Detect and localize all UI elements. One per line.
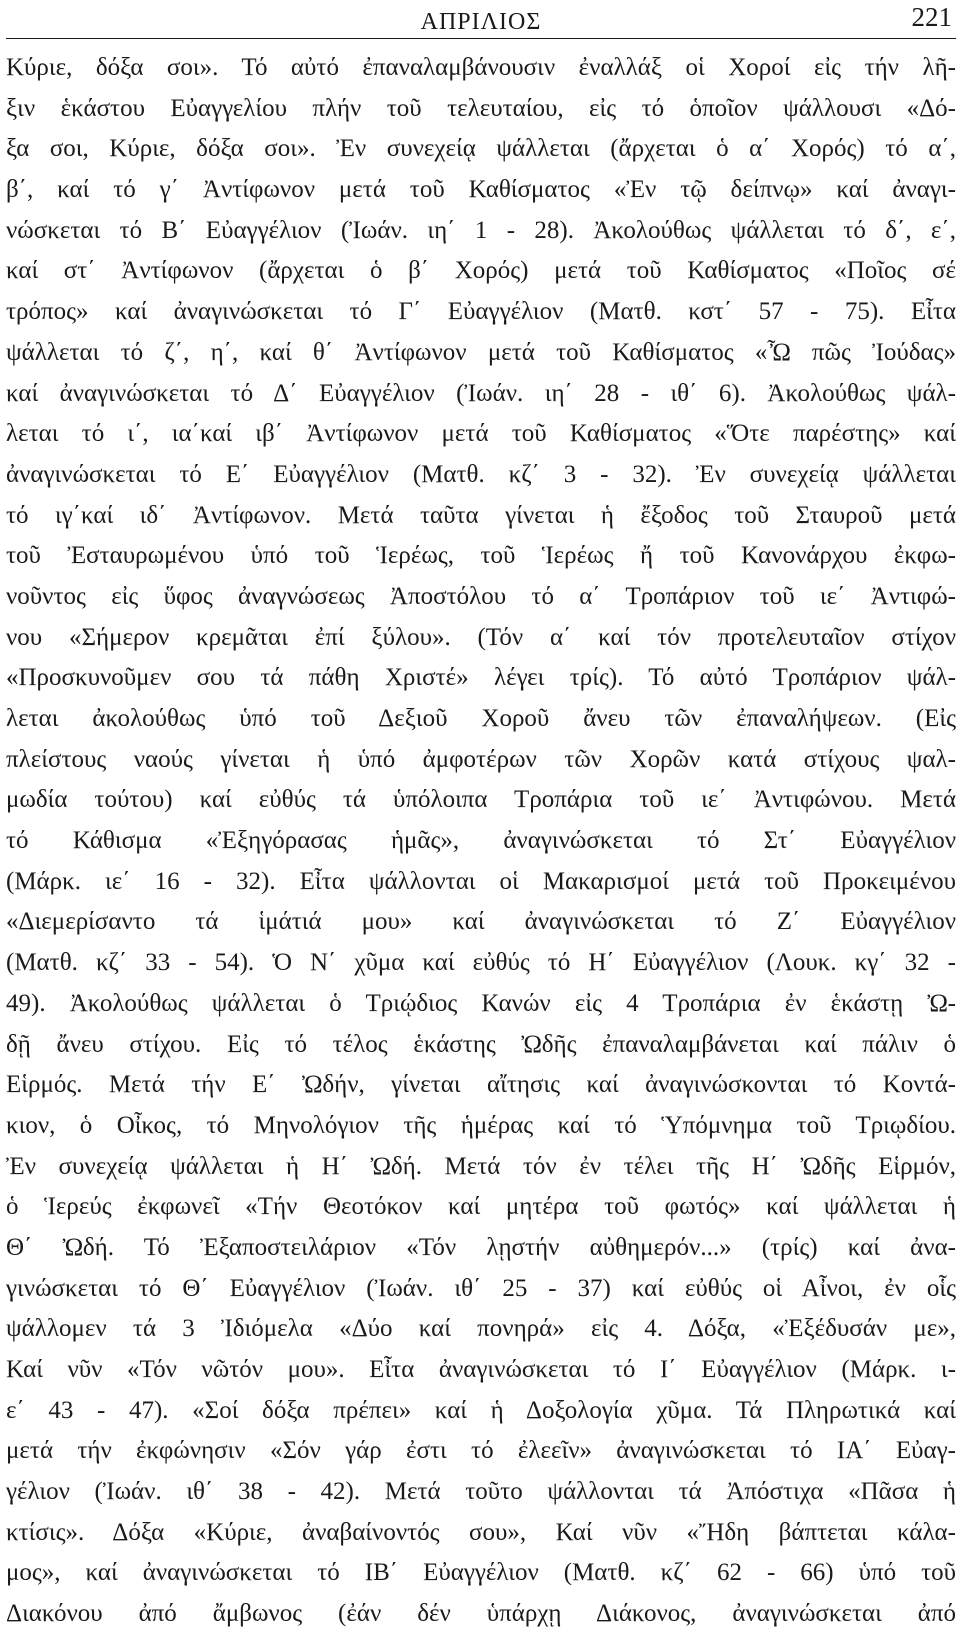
text-line: (Ματθ. κζ΄ 33 - 54). Ὁ Ν΄ χῦμα καί εὐθύς τό Η΄ Εὐαγγέλιον (Λουκ. κγ΄ 32 - xyxy=(6,949,956,977)
text-line: ψάλλομεν τά 3 Ἰδιόμελα «Δύο καί πονηρά» εἰς 4. Δόξα, «Ἐξέδυσάν με», xyxy=(6,1315,956,1343)
text-line: ξα σοι, Κύριε, δόξα σοι». Ἐν συνεχείᾳ ψάλλεται (ἄρχεται ὁ α΄ Χορός) τό α΄, xyxy=(6,135,956,163)
body-text xyxy=(6,48,956,1635)
text-line: καί ἀναγινώσκεται τό Δ΄ Εὐαγγέλιον (Ἰωάν. ιη΄ 28 - ιθ΄ 6). Ἀκολούθως ψάλ- xyxy=(6,379,956,407)
text-line: «Προσκυνοῦμεν σου τά πάθη Χριστέ» λέγει τρίς). Τό αὐτό Τροπάριον ψάλ- xyxy=(6,664,956,692)
text-line: κιον, ὁ Οἶκος, τό Μηνολόγιον τῆς ἡμέρας καί τό Ὑπόμνημα τοῦ Τριῳδίου. xyxy=(6,1111,956,1139)
text-line: ξιν ἑκάστου Εὐαγγελίου πλήν τοῦ τελευταίου, εἰς τό ὁποῖον ψάλλουσι «Δό- xyxy=(6,94,956,122)
text-line: τρόπος» καί ἀναγινώσκεται τό Γ΄ Εὐαγγέλιον (Ματθ. κστ΄ 57 - 75). Εἶτα xyxy=(6,298,956,326)
text-line: νοῦντος εἰς ὕφος ἀναγνώσεως Ἀποστόλου τό α΄ Τροπάριον τοῦ ιε΄ Ἀντιφώ- xyxy=(6,582,956,610)
text-line: «Διεμερίσαντο τά ἱμάτιά μου» καί ἀναγινώσκεται τό Ζ΄ Εὐαγγέλιον xyxy=(6,908,956,936)
text-line: καί στ΄ Ἀντίφωνον (ἄρχεται ὁ β΄ Χορός) μετά τοῦ Καθίσματος «Ποῖος σέ xyxy=(6,257,956,285)
text-line: μος», καί ἀναγινώσκεται τό ΙΒ΄ Εὐαγγέλιον (Ματθ. κζ΄ 62 - 66) ὑπό τοῦ xyxy=(6,1559,956,1587)
text-line: τοῦ Ἐσταυρωμένου ὑπό τοῦ Ἱερέως, τοῦ Ἱερέως ἤ τοῦ Κανονάρχου ἐκφω- xyxy=(6,542,956,570)
text-line: νώσκεται τό Β΄ Εὐαγγέλιον (Ἰωάν. ιη΄ 1 - 28). Ἀκολούθως ψάλλεται τό δ΄, ε΄, xyxy=(6,216,956,244)
running-head-title: ΑΠΡΙΛΙΟΣ xyxy=(420,9,542,35)
text-line: Εἱρμός. Μετά τήν Ε΄ Ὠδήν, γίνεται αἴτησις καί ἀναγινώσκονται τό Κοντά- xyxy=(6,1071,956,1099)
text-line: μετά τήν ἐκφώνησιν «Σόν γάρ ἐστι τό ἐλεεῖν» ἀναγινώσκεται τό ΙΑ΄ Εὐαγ- xyxy=(6,1437,956,1465)
text-line: 49). Ἀκολούθως ψάλλεται ὁ Τριῴδιος Κανών εἰς 4 Τροπάρια ἐν ἑκάστῃ Ὠ- xyxy=(6,989,956,1017)
text-line: Ἐν συνεχείᾳ ψάλλεται ἡ Η΄ Ὠδή. Μετά τόν ἐν τέλει τῆς Η΄ Ὠδῆς Εἱρμόν, xyxy=(6,1152,956,1180)
text-line: γινώσκεται τό Θ΄ Εὐαγγέλιον (Ἰωάν. ιθ΄ 25 - 37) καί εὐθύς οἱ Αἶνοι, ἐν οἷς xyxy=(6,1274,956,1302)
text-line: πλείστους ναούς γίνεται ἡ ὑπό ἀμφοτέρων τῶν Χορῶν κατά στίχους ψαλ- xyxy=(6,745,956,773)
text-line: δῇ ἄνευ στίχου. Εἰς τό τέλος ἑκάστης Ὠδῆς ἐπαναλαμβάνεται καί πάλιν ὁ xyxy=(6,1030,956,1058)
text-line: β΄, καί τό γ΄ Ἀντίφωνον μετά τοῦ Καθίσματος «Ἐν τῷ δείπνῳ» καί ἀναγι- xyxy=(6,176,956,204)
text-line: ἀναγινώσκεται τό Ε΄ Εὐαγγέλιον (Ματθ. κζ΄ 3 - 32). Ἐν συνεχείᾳ ψάλλεται xyxy=(6,460,956,488)
text-line: Καί νῦν «Τόν νῶτόν μου». Εἶτα ἀναγινώσκεται τό Ι΄ Εὐαγγέλιον (Μάρκ. ι- xyxy=(6,1356,956,1383)
text-line: Θ΄ Ὠδή. Τό Ἐξαποστειλάριον «Τόν λῃστήν αὐθημερόν...» (τρίς) καί ἀνα- xyxy=(6,1233,956,1261)
text-line: κτίσις». Δόξα «Κύριε, ἀναβαίνοντός σου», Καί νῦν «Ἤδη βάπτεται κάλα- xyxy=(6,1518,956,1546)
header-rule xyxy=(6,38,956,39)
text-line: μωδία τούτου) καί εὐθύς τά ὑπόλοιπα Τροπάρια τοῦ ιε΄ Ἀντιφώνου. Μετά xyxy=(6,786,956,814)
text-line: ε΄ 43 - 47). «Σοί δόξα πρέπει» καί ἡ Δοξολογία χῦμα. Τά Πληρωτικά καί xyxy=(6,1396,956,1424)
text-line: (Μάρκ. ιε΄ 16 - 32). Εἶτα ψάλλονται οἱ Μακαρισμοί μετά τοῦ Προκειμένου xyxy=(6,867,956,895)
page-number: 221 xyxy=(911,2,952,32)
text-line: τό Κάθισμα «Ἐξηγόρασας ἡμᾶς», ἀναγινώσκεται τό Στ΄ Εὐαγγέλιον xyxy=(6,827,956,855)
text-line: λεται τό ι΄, ια΄καί ιβ΄ Ἀντίφωνον μετά τοῦ Καθίσματος «Ὅτε παρέστης» καί xyxy=(6,420,956,448)
text-line: γέλιον (Ἰωάν. ιθ΄ 38 - 42). Μετά τοῦτο ψάλλονται τά Ἀπόστιχα «Πᾶσα ἡ xyxy=(6,1478,956,1506)
text-line: ψάλλεται τό ζ΄, η΄, καί θ΄ Ἀντίφωνον μετά τοῦ Καθίσματος «Ὦ πῶς Ἰούδας» xyxy=(6,338,956,366)
text-line: νου «Σήμερον κρεμᾶται ἐπί ξύλου». (Τόν α΄ καί τόν προτελευταῖον στίχον xyxy=(6,623,956,651)
text-line: τό ιγ΄καί ιδ΄ Ἀντίφωνον. Μετά ταῦτα γίνεται ἡ ἔξοδος τοῦ Σταυροῦ μετά xyxy=(6,501,956,529)
document-page xyxy=(6,0,956,1628)
text-line: Διακόνου ἀπό ἄμβωνος (ἐάν δέν ὑπάρχῃ Διάκονος, ἀναγινώσκεται ἀπό xyxy=(6,1600,956,1628)
text-line: λεται ἀκολούθως ὑπό τοῦ Δεξιοῦ Χοροῦ ἄνευ τῶν ἐπαναλήψεων. (Εἰς xyxy=(6,705,956,732)
text-line: Κύριε, δόξα σοι». Τό αὐτό ἐπαναλαμβάνουσιν ἐναλλάξ οἱ Χοροί εἰς τήν λῆ- xyxy=(6,54,956,81)
text-line: ὁ Ἱερεύς ἐκφωνεῖ «Τήν Θεοτόκον καί μητέρα τοῦ φωτός» καί ψάλλεται ἡ xyxy=(6,1193,956,1221)
running-head xyxy=(6,0,956,40)
